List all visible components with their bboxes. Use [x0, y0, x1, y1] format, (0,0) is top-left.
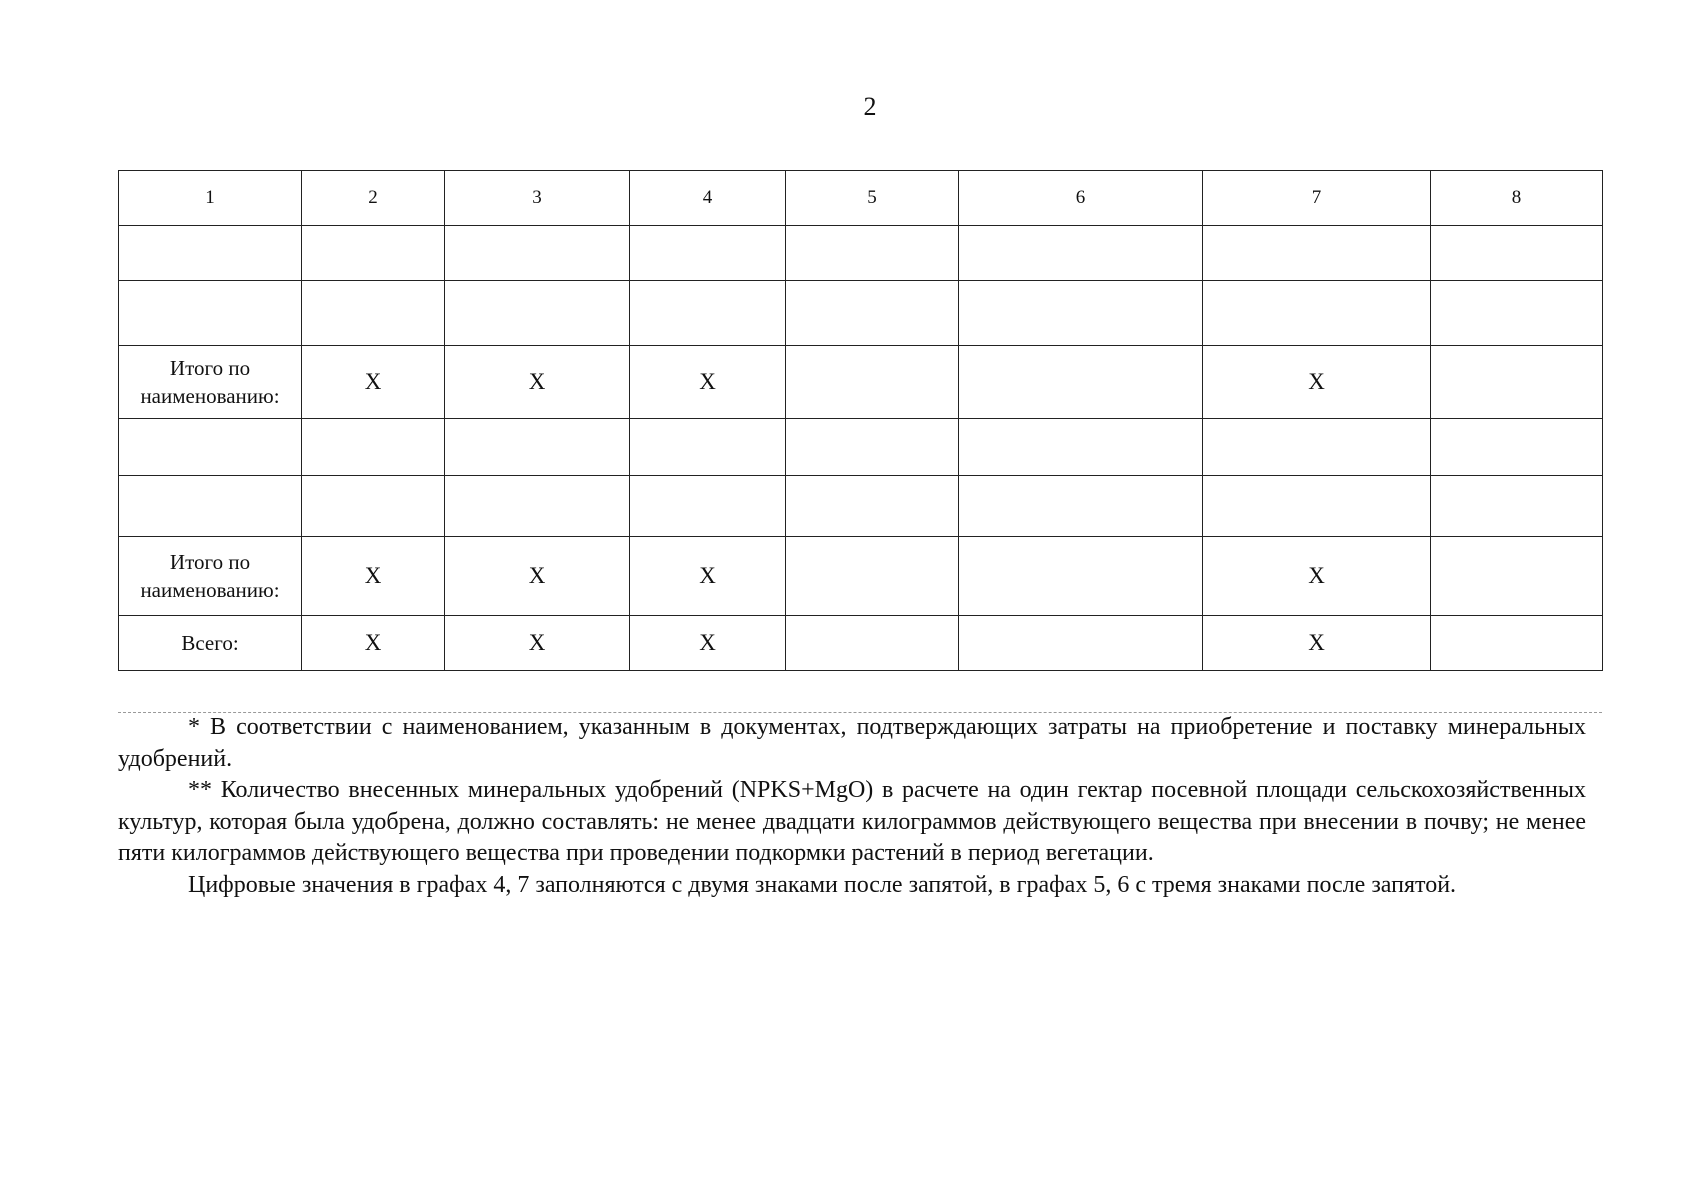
table-cell: [630, 419, 786, 476]
table-cell: [959, 616, 1203, 671]
not-applicable-mark: X: [1203, 346, 1431, 419]
table-cell: [786, 419, 959, 476]
not-applicable-mark: X: [630, 616, 786, 671]
table-cell: [1431, 537, 1603, 616]
not-applicable-mark: X: [445, 537, 630, 616]
not-applicable-mark: X: [302, 537, 445, 616]
table-row: [119, 419, 1603, 476]
table-cell: [630, 226, 786, 281]
column-number: 7: [1203, 171, 1431, 226]
table-cell: [786, 537, 959, 616]
table-cell: [786, 346, 959, 419]
grand-total-row: [119, 616, 1603, 671]
table-cell: [302, 281, 445, 346]
table-cell: [786, 281, 959, 346]
column-number: 1: [119, 171, 302, 226]
table-cell: [959, 419, 1203, 476]
table-cell: [630, 476, 786, 537]
table-cell: [959, 346, 1203, 419]
table-cell: [119, 226, 302, 281]
column-number: 4: [630, 171, 786, 226]
table-cell: [959, 281, 1203, 346]
table-row: [119, 281, 1603, 346]
subtotal-label: Итого по наименованию:: [119, 537, 302, 616]
table-cell: [119, 476, 302, 537]
table-cell: [1203, 476, 1431, 537]
table-cell: [302, 226, 445, 281]
table-cell: [1431, 616, 1603, 671]
table-cell: [959, 476, 1203, 537]
column-number: 3: [445, 171, 630, 226]
not-applicable-mark: X: [630, 346, 786, 419]
table-cell: [445, 281, 630, 346]
table-cell: [445, 226, 630, 281]
report-table: [118, 170, 1603, 671]
grand-total-label: Всего:: [119, 616, 302, 671]
table-cell: [1431, 281, 1603, 346]
page-number: 2: [863, 92, 877, 121]
table-cell: [786, 476, 959, 537]
not-applicable-mark: X: [1203, 616, 1431, 671]
column-number: 2: [302, 171, 445, 226]
table-cell: [786, 616, 959, 671]
table-header-row: [119, 171, 1603, 226]
not-applicable-mark: X: [445, 346, 630, 419]
table-cell: [1203, 281, 1431, 346]
table-cell: [1431, 419, 1603, 476]
table-cell: [119, 419, 302, 476]
footnote-single-asterisk: * В соответствии с наименованием, указанным в документах, подтверждающих затраты на приобретение и поставку минеральных удобрений.: [118, 714, 1586, 772]
table-cell: [1203, 226, 1431, 281]
column-number: 6: [959, 171, 1203, 226]
not-applicable-mark: X: [1203, 537, 1431, 616]
table-cell: [445, 476, 630, 537]
table-cell: [1431, 346, 1603, 419]
not-applicable-mark: X: [630, 537, 786, 616]
table-cell: [1203, 419, 1431, 476]
table-cell: [302, 476, 445, 537]
table-cell: [445, 419, 630, 476]
subtotal-row: [119, 346, 1603, 419]
subtotal-label: Итого по наименованию:: [119, 346, 302, 419]
not-applicable-mark: X: [302, 616, 445, 671]
note-decimal-places: Цифровые значения в графах 4, 7 заполняются с двумя знаками после запятой, в графах 5, 6 с тремя знаками после запятой.: [188, 871, 1457, 898]
table-row: [119, 476, 1603, 537]
table-cell: [630, 281, 786, 346]
table-cell: [302, 419, 445, 476]
table-cell: [119, 281, 302, 346]
table-cell: [1431, 226, 1603, 281]
subtotal-row: [119, 537, 1603, 616]
table-cell: [959, 226, 1203, 281]
not-applicable-mark: X: [445, 616, 630, 671]
footnotes: [118, 712, 1586, 901]
table-row: [119, 226, 1603, 281]
table-cell: [959, 537, 1203, 616]
footnote-double-asterisk: ** Количество внесенных минеральных удобрений (NPKS+MgO) в расчете на один гектар посевной площади сельскохозяйственных культур, которая была удобрена, должно составлять: не менее двадцати килограммов действующего вещества при внесении в почву; не менее пяти килограммов действующего вещества при проведении подкормки растений в период вегетации.: [118, 777, 1586, 866]
table-cell: [786, 226, 959, 281]
column-number: 5: [786, 171, 959, 226]
not-applicable-mark: X: [302, 346, 445, 419]
table-cell: [1431, 476, 1603, 537]
column-number: 8: [1431, 171, 1603, 226]
